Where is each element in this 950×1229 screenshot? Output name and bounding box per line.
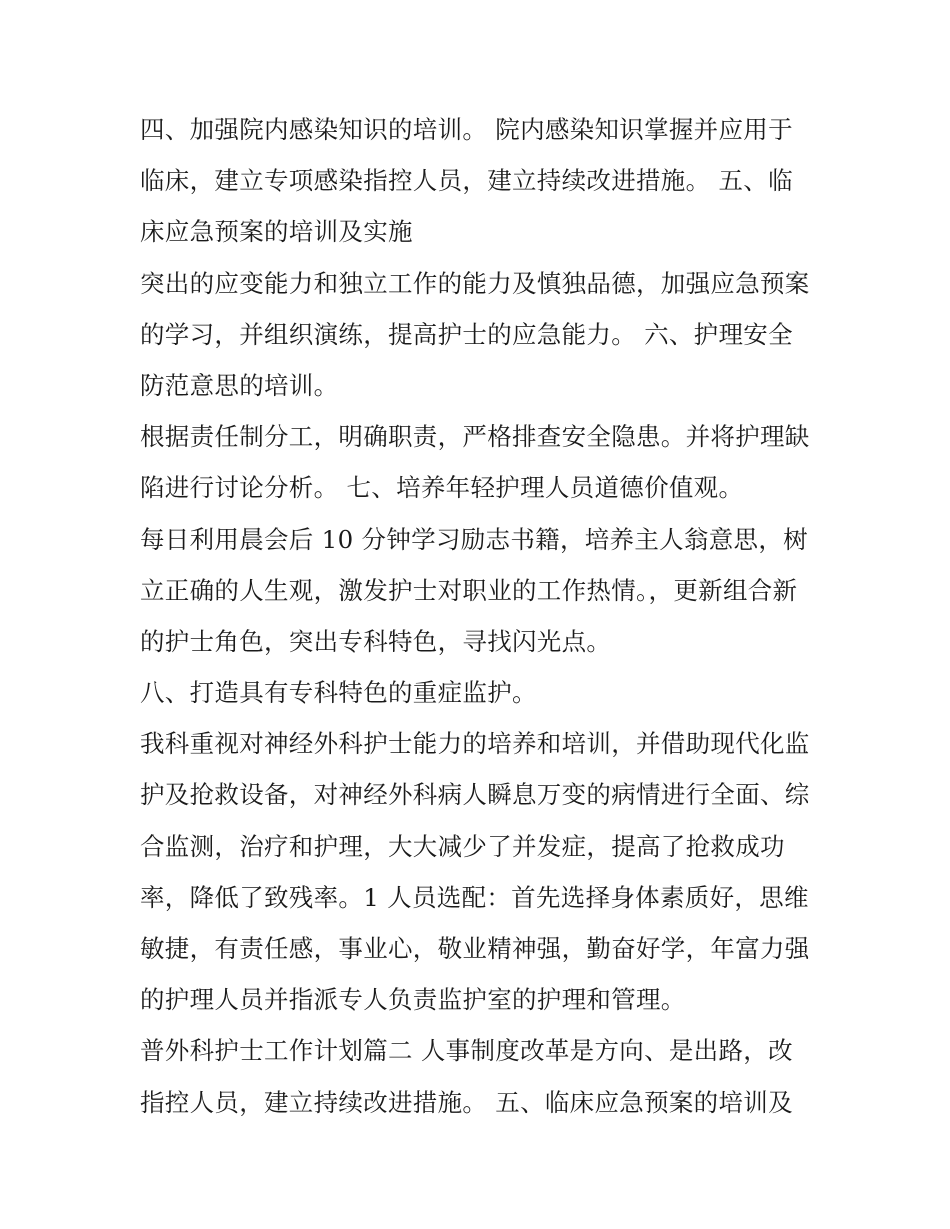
- text-line: 陷进行讨论分析。 七、培养年轻护理人员道德价值观。: [140, 473, 744, 503]
- text-line: 敏捷，有责任感，事业心，敬业精神强，勤奋好学，年富力强: [140, 934, 810, 963]
- text-line: 床应急预案的培训及实施: [140, 217, 413, 247]
- text-line: 立正确的人生观，激发护士对职业的工作热情。，更新组合新: [140, 575, 798, 605]
- text-line: 的护士角色，突出专科特色，寻找闪光点。: [140, 626, 612, 656]
- text-line: 四、加强院内感染知识的培训。 院内感染知识掌握并应用于: [140, 115, 793, 144]
- text-line: 的学习，并组织演练，提高护士的应急能力。 六、护理安全: [140, 319, 793, 349]
- text-line: 的护理人员并指派专人负责监护室的护理和管理。: [140, 985, 686, 1015]
- text-line: 每日利用晨会后 10 分钟学习励志书籍，培养主人翁意思，树: [140, 524, 808, 554]
- text-line: 我科重视对神经外科护士能力的培养和培训，并借助现代化监: [140, 729, 810, 759]
- text-line: 率，降低了致残率。1 人员选配：首先选择身体素质好，思维: [140, 882, 809, 912]
- text-line: 普外科护士工作计划篇二 人事制度改革是方向、是出路，改: [140, 1036, 793, 1066]
- text-line: 突出的应变能力和独立工作的能力及慎独品德，加强应急预案: [140, 268, 810, 298]
- text-line: 指控人员，建立持续改进措施。 五、临床应急预案的培训及: [140, 1087, 793, 1117]
- document-body: [140, 104, 820, 1128]
- text-line: 临床，建立专项感染指控人员，建立持续改进措施。 五、临: [140, 166, 793, 196]
- text-line: 护及抢救设备，对神经外科病人瞬息万变的病情进行全面、综: [140, 780, 810, 810]
- text-line: 根据责任制分工，明确职责，严格排查安全隐患。并将护理缺: [140, 422, 810, 452]
- text-line: 合监测，治疗和护理，大大减少了并发症，提高了抢救成功: [140, 831, 785, 861]
- text-line: 八、打造具有专科特色的重症监护。: [140, 678, 537, 708]
- text-line: 防范意思的培训。: [140, 370, 339, 400]
